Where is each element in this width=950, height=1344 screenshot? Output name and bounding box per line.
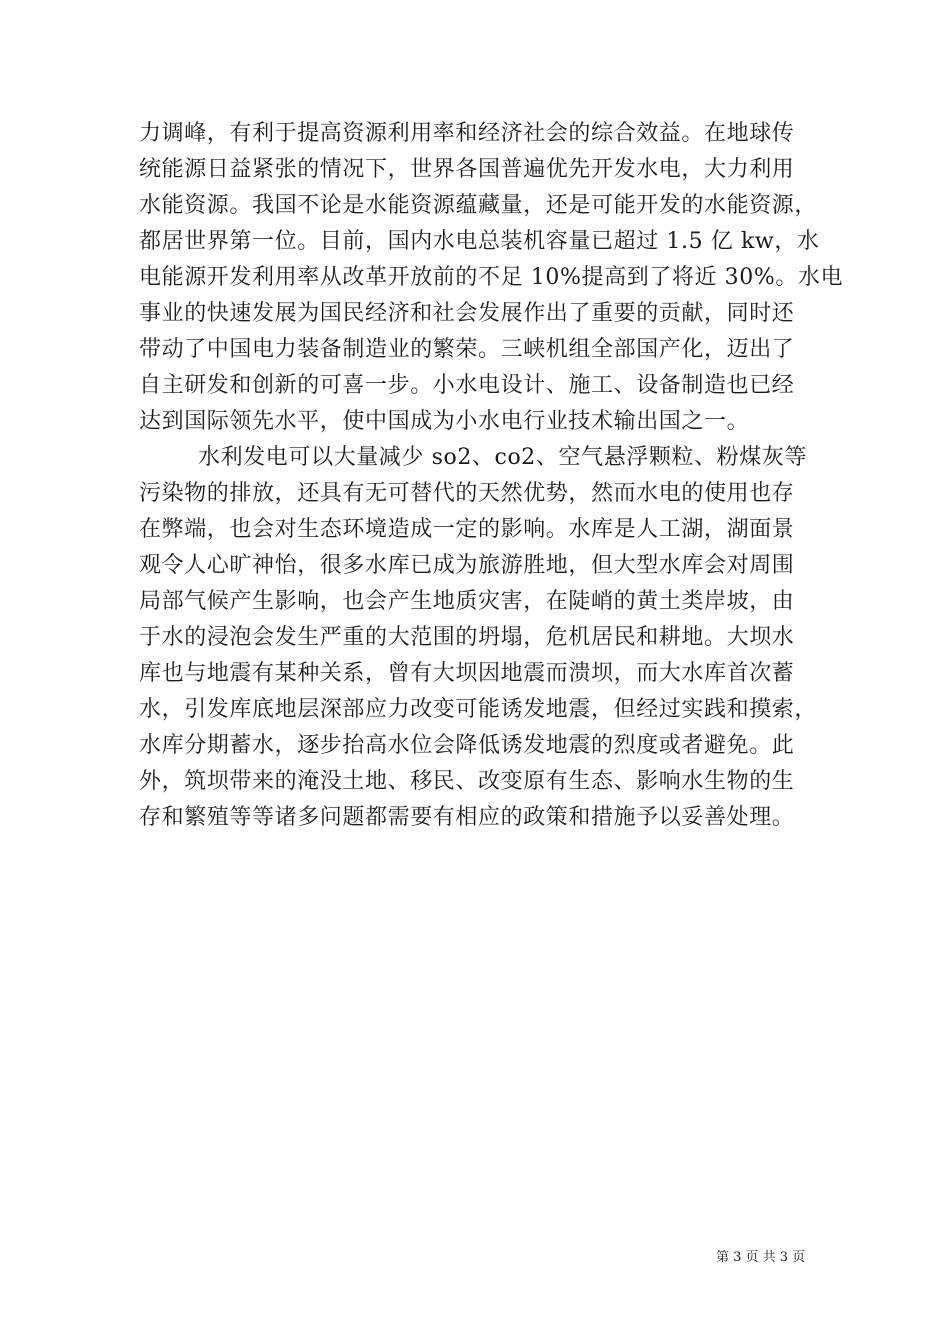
paragraph-line: 存和繁殖等等诸多问题都需要有相应的政策和措施予以妥善处理。 (139, 805, 795, 830)
paragraph-line: 水，引发库底地层深部应力改变可能诱发地震，但经过实践和摸索， (139, 697, 818, 722)
paragraph-first-line: 水利发电可以大量减少 so2、co2、空气悬浮颗粒、粉煤灰等 (198, 445, 808, 470)
paragraph-line: 水库分期蓄水，逐步抬高水位会降低诱发地震的烈度或者避免。此 (139, 733, 795, 758)
paragraph-line: 力调峰，有利于提高资源利用率和经济社会的综合效益。在地球传 (139, 121, 795, 146)
paragraph-line: 达到国际领先水平，使中国成为小水电行业技术输出国之一。 (139, 409, 750, 434)
body-text (139, 116, 844, 836)
paragraph-line: 外，筑坝带来的淹没土地、移民、改变原有生态、影响水生物的生 (139, 769, 795, 794)
paragraph-line: 于水的浸泡会发生严重的大范围的坍塌，危机居民和耕地。大坝水 (139, 625, 795, 650)
paragraph-line: 在弊端，也会对生态环境造成一定的影响。水库是人工湖，湖面景 (139, 517, 795, 542)
page-number-footer: 第 3 页 共 3 页 (716, 1250, 806, 1265)
paragraph-line: 自主研发和创新的可喜一步。小水电设计、施工、设备制造也已经 (139, 373, 795, 398)
paragraph-line: 统能源日益紧张的情况下，世界各国普遍优先开发水电，大力利用 (139, 157, 795, 182)
paragraph-line: 事业的快速发展为国民经济和社会发展作出了重要的贡献，同时还 (139, 301, 795, 326)
paragraph-line: 都居世界第一位。目前，国内水电总装机容量已超过 1.5 亿 kw，水 (139, 229, 820, 254)
paragraph-line: 电能源开发利用率从改革开放前的不足 10%提高到了将近 30%。水电 (139, 265, 844, 290)
paragraph-line: 污染物的排放，还具有无可替代的天然优势，然而水电的使用也存 (139, 481, 795, 506)
paragraph-line: 局部气候产生影响，也会产生地质灾害，在陡峭的黄土类岸坡，由 (139, 589, 795, 614)
paragraph-line: 库也与地震有某种关系，曾有大坝因地震而溃坝，而大水库首次蓄 (139, 661, 795, 686)
paragraph-line: 观令人心旷神怡，很多水库已成为旅游胜地，但大型水库会对周围 (139, 553, 795, 578)
paragraph-line: 水能资源。我国不论是水能资源蕴藏量，还是可能开发的水能资源， (139, 193, 818, 218)
paragraph-line: 带动了中国电力装备制造业的繁荣。三峡机组全部国产化，迈出了 (139, 337, 795, 362)
